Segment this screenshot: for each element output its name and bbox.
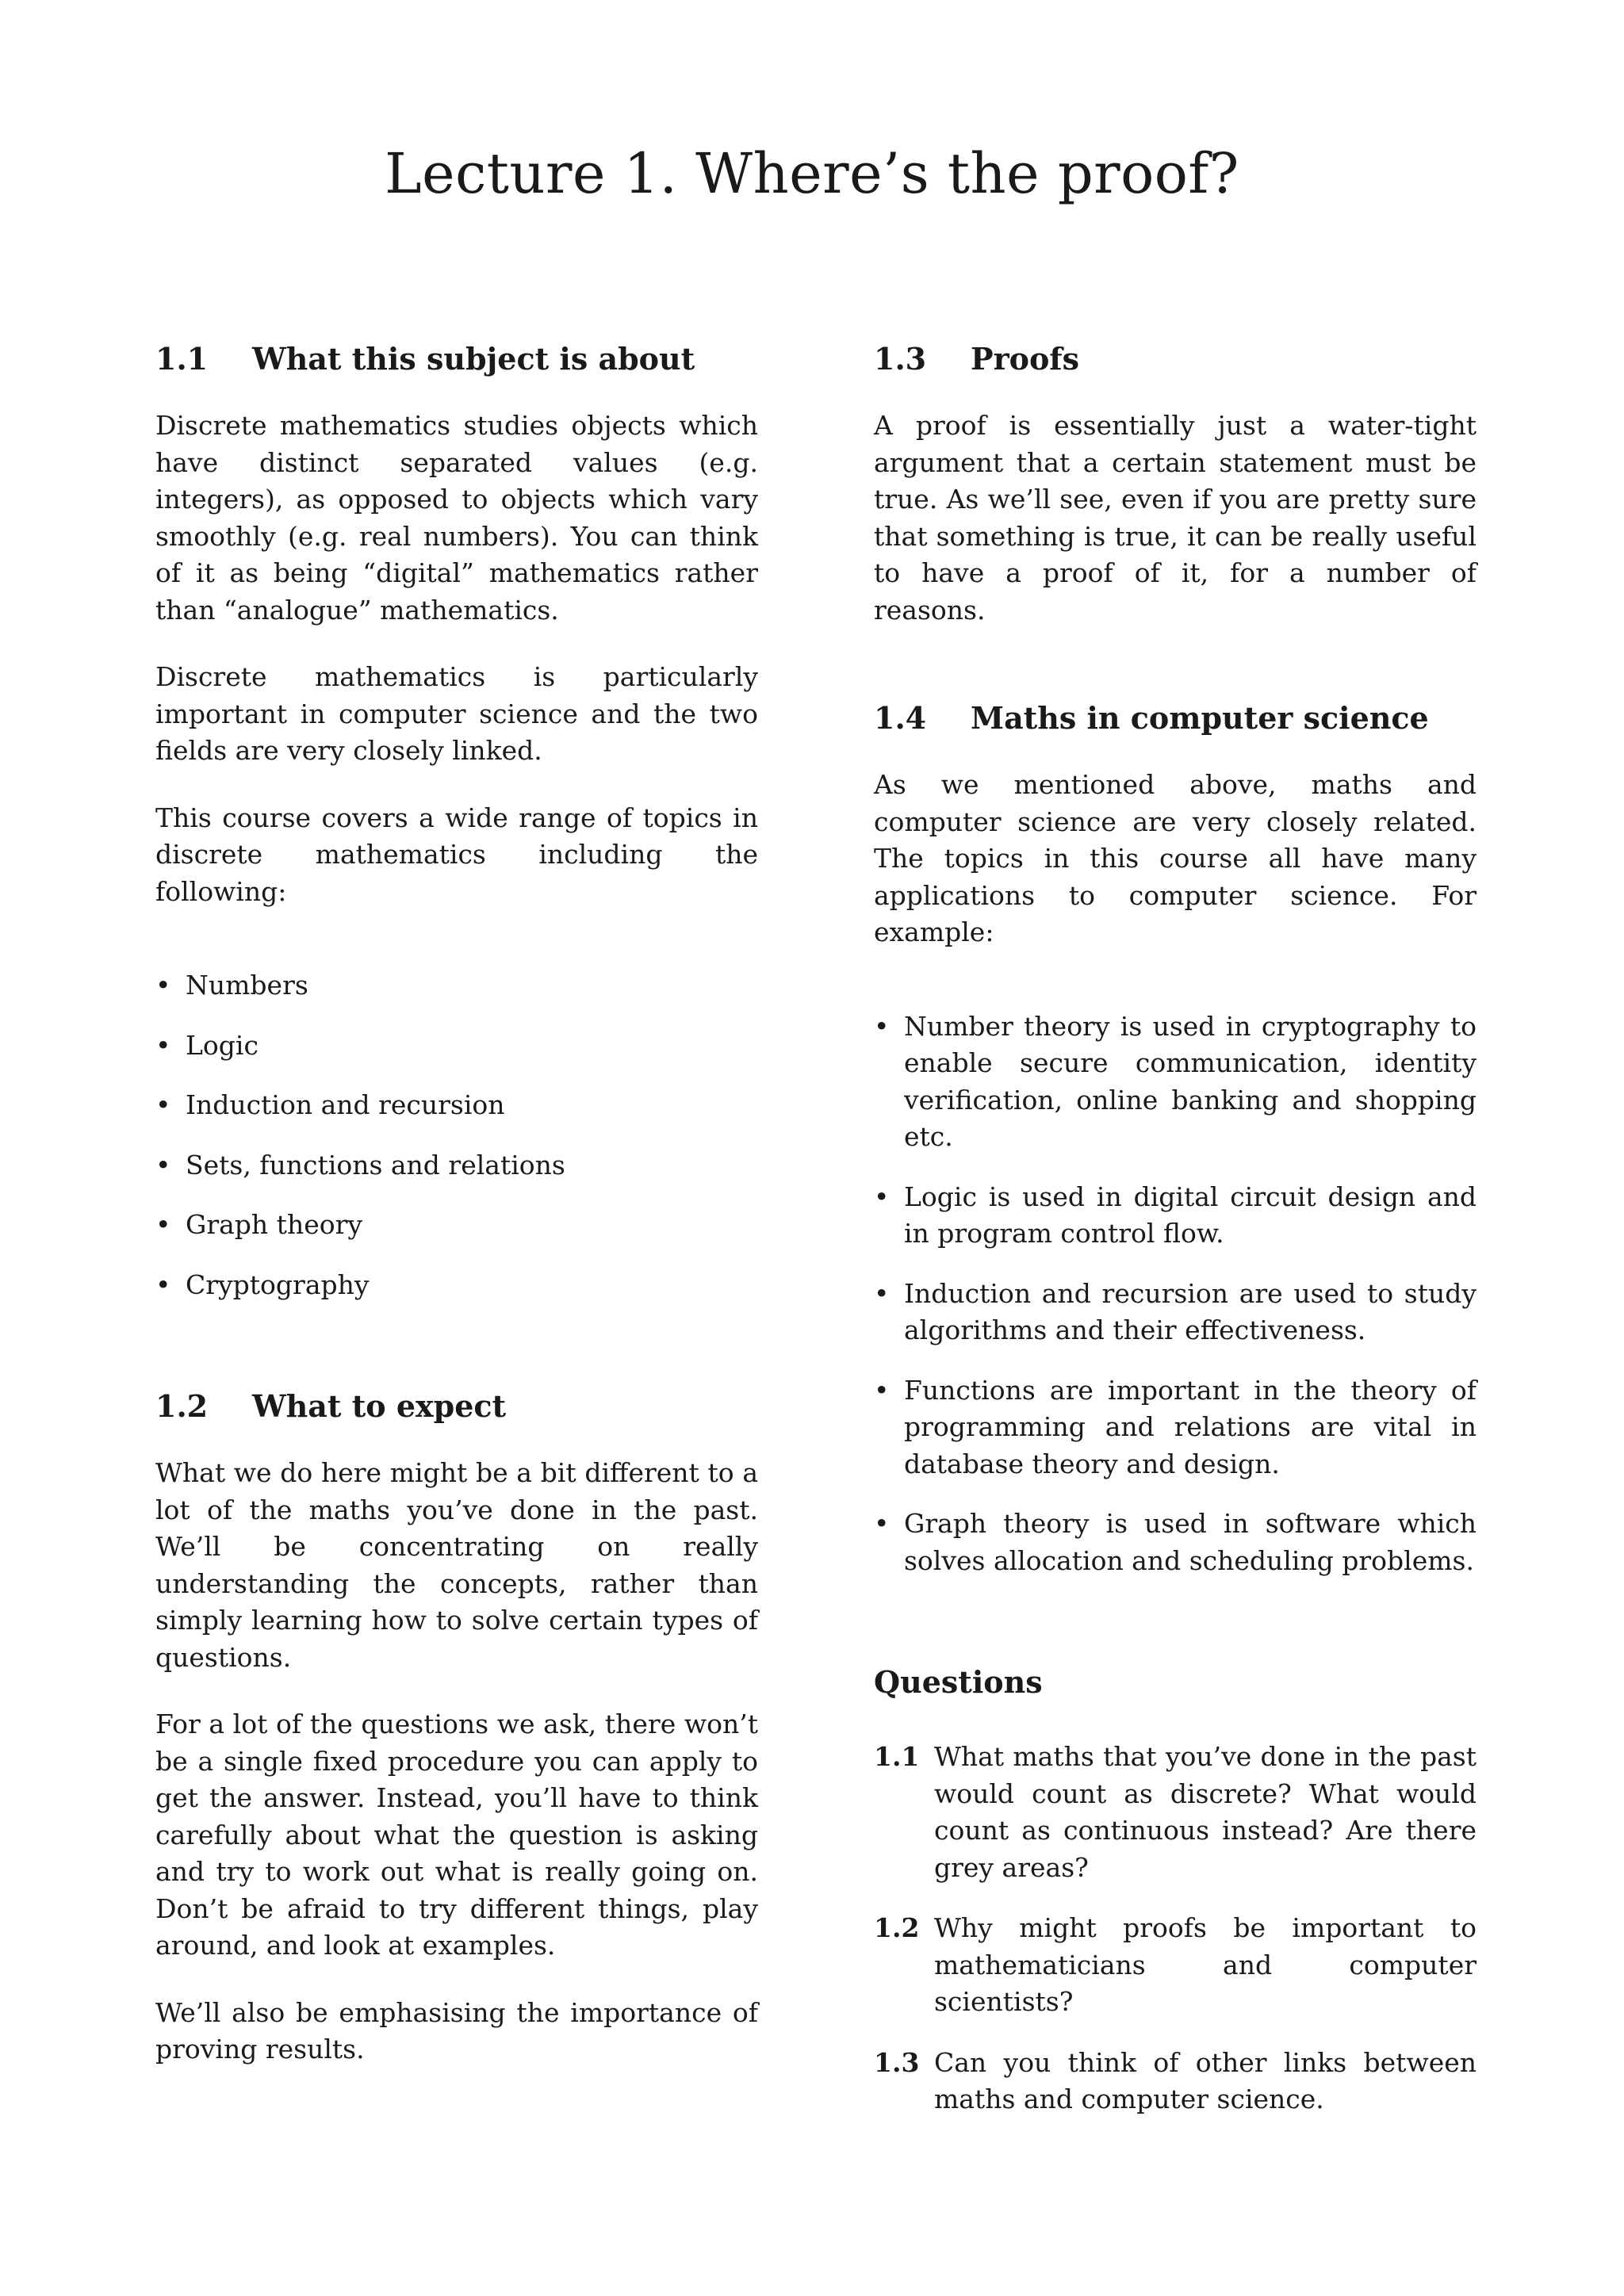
paragraph: A proof is essentially just a water-tight argument that a certain statement must be true. As we’ll see, even if you are pretty sure that something is true, it can be really useful to have a proof of it, for a number of reasons. — [874, 410, 1477, 626]
bullet-icon: • — [874, 1508, 890, 1539]
section-number: 1.2 — [155, 1388, 209, 1424]
section-number: 1.3 — [874, 341, 927, 377]
question-number: 1.3 — [874, 2046, 920, 2078]
paragraph: As we mentioned above, maths and computer science are very closely related. The topics in this course all have many applications to computer science. For example: — [874, 769, 1477, 947]
list-item: • Functions are important in the theory of programming and relations are vital in database theory and design. — [874, 1372, 1477, 1483]
question-item — [874, 1910, 1477, 2021]
right-column — [874, 341, 1477, 2142]
list-item: • Logic is used in digital circuit design and in program control flow. — [874, 1179, 1477, 1253]
question-number: 1.2 — [874, 1912, 920, 1943]
bullet-icon: • — [155, 970, 171, 1001]
section-1-3 — [874, 341, 1477, 629]
paragraph: Discrete mathematics is particularly important in computer science and the two fields are very closely linked. — [155, 661, 758, 766]
bullet-icon: • — [874, 1374, 890, 1406]
section-title: What this subject is about — [252, 341, 695, 377]
paragraph: For a lot of the questions we ask, there won’t be a single fixed procedure you can apply to get the answer. Instead, you’ll have to think carefully about what the question is asking and try to work out what is really going on. Don’t be afraid to try different things, play around, and look at examples. — [155, 1709, 758, 1961]
left-column — [155, 341, 758, 2099]
question-list — [874, 1739, 1477, 2118]
list-item: • Numbers — [155, 967, 758, 1004]
questions-heading: Questions — [874, 1664, 1043, 1700]
example-list — [874, 1008, 1477, 1580]
list-item: • Graph theory is used in software which solves allocation and scheduling problems. — [874, 1506, 1477, 1579]
section-number: 1.1 — [155, 341, 209, 377]
list-item: • Induction and recursion are used to study algorithms and their effectiveness. — [874, 1276, 1477, 1349]
section-1-2 — [155, 1388, 758, 2068]
bullet-icon: • — [874, 1277, 890, 1309]
list-item: • Cryptography — [155, 1267, 758, 1304]
questions-section — [874, 1664, 1477, 2118]
question-text: What maths that you’ve done in the past would count as discrete? What would count as continuous instead? Are there grey areas? — [934, 1741, 1477, 1883]
bullet-icon: • — [155, 1029, 171, 1061]
question-text: Why might proofs be important to mathematicians and computer scientists? — [934, 1912, 1477, 2017]
list-item: • Number theory is used in cryptography to enable secure communication, identity verification, online banking and shopping etc. — [874, 1008, 1477, 1156]
list-item: • Induction and recursion — [155, 1087, 758, 1124]
topic-list — [155, 967, 758, 1303]
question-item — [874, 2045, 1477, 2118]
list-item: • Logic — [155, 1027, 758, 1065]
bullet-icon: • — [155, 1209, 171, 1240]
question-text: Can you think of other links between maths and computer science. — [934, 2046, 1477, 2114]
bullet-icon: • — [155, 1149, 171, 1181]
bullet-icon: • — [874, 1181, 890, 1212]
question-number: 1.1 — [874, 1741, 920, 1772]
question-item — [874, 1739, 1477, 1886]
paragraph: We’ll also be emphasising the importance of proving results. — [155, 1996, 758, 2064]
section-title: Proofs — [971, 341, 1080, 377]
section-1-4 — [874, 700, 1477, 1579]
paragraph: What we do here might be a bit different to a lot of the maths you’ve done in the past. We’ll be concentrating on really understanding the concepts, rather than simply learning how to solve certain types of questions. — [155, 1457, 758, 1673]
paragraph: Discrete mathematics studies objects which have distinct separated values (e.g. integers), as opposed to objects which vary smoothly (e.g. real numbers). You can think of it as being “digital” mathematics rather than “analogue” mathematics. — [155, 410, 758, 626]
list-item: • Sets, functions and relations — [155, 1147, 758, 1184]
bullet-icon: • — [155, 1269, 171, 1300]
section-1-1 — [155, 341, 758, 1303]
paragraph: This course covers a wide range of topics in discrete mathematics including the following: — [155, 802, 758, 907]
section-number: 1.4 — [874, 700, 927, 736]
list-item: • Graph theory — [155, 1207, 758, 1244]
bullet-icon: • — [155, 1089, 171, 1120]
page-title: Lecture 1. Where’s the proof? — [385, 141, 1239, 206]
section-heading — [874, 700, 1477, 737]
section-title: What to expect — [252, 1388, 507, 1424]
section-heading — [874, 341, 1477, 377]
bullet-icon: • — [874, 1010, 890, 1042]
section-heading — [155, 341, 758, 377]
section-title: Maths in computer science — [971, 700, 1429, 736]
section-heading — [155, 1388, 758, 1425]
